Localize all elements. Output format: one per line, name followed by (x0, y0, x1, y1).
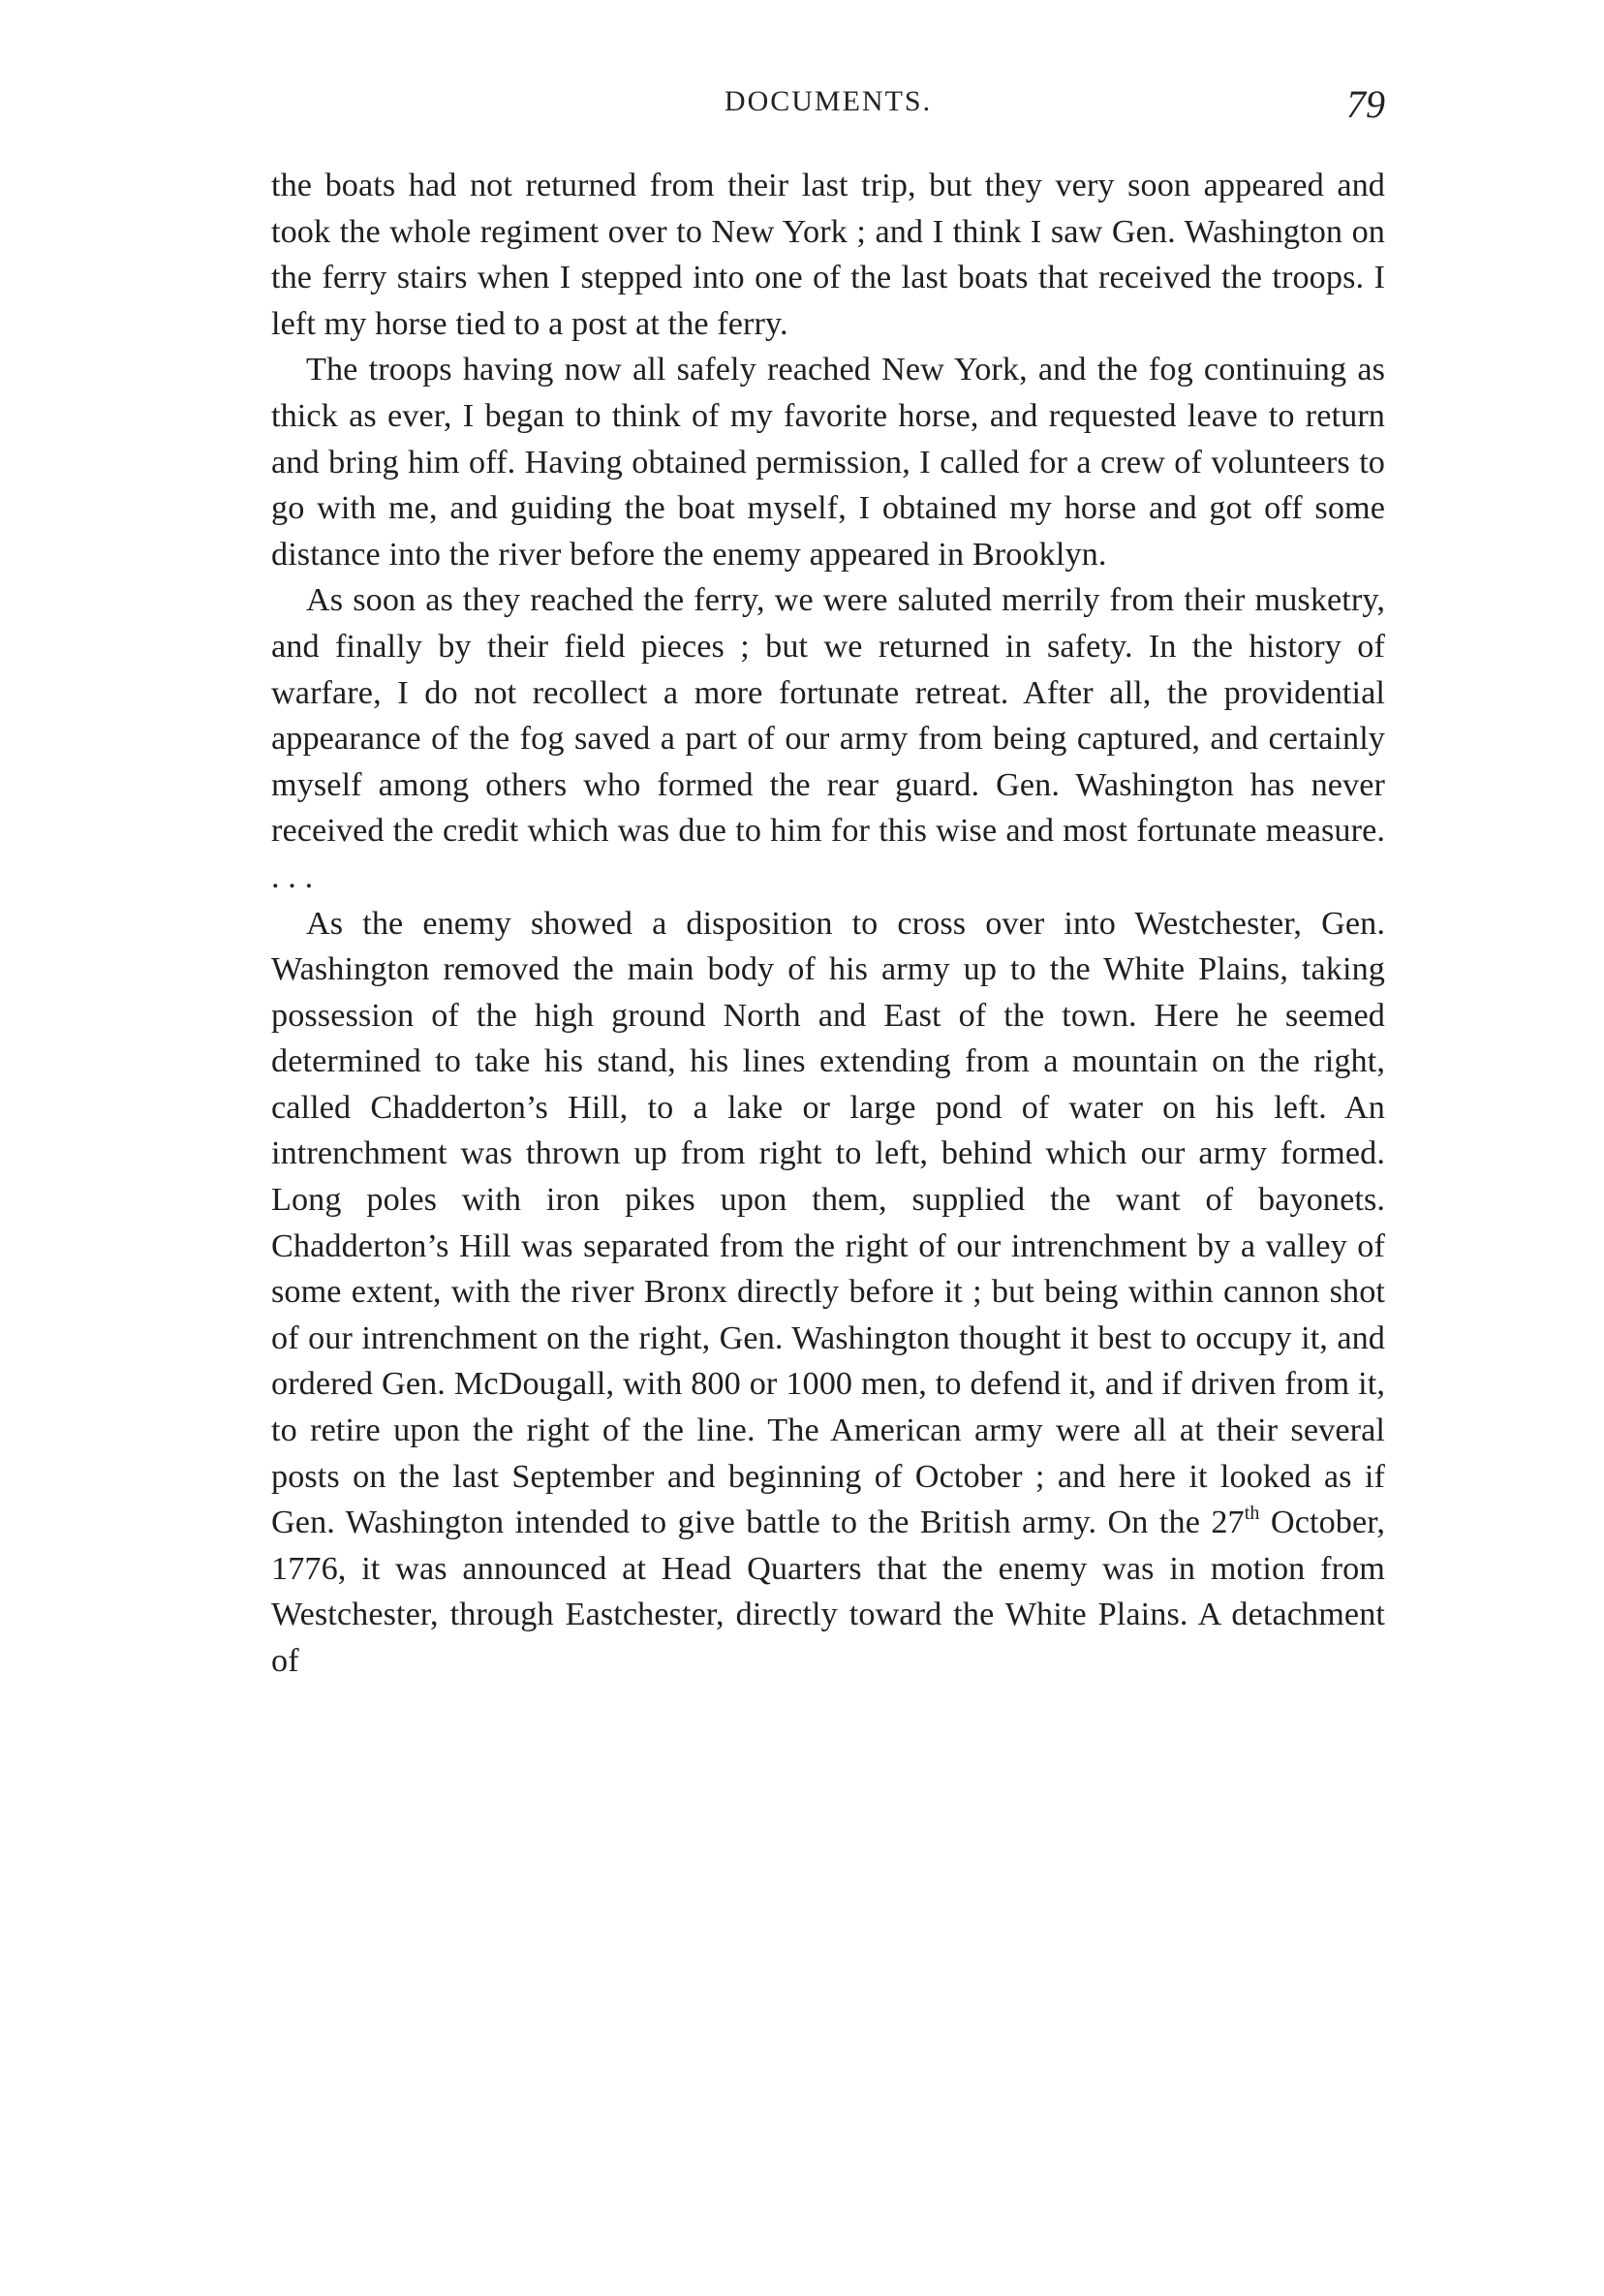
paragraph-1: the boats had not returned from their last trip, but they very soon appeared and took the whole regiment over to New York ; and I think I saw Gen. Washington on the ferry stairs when I stepped into one of the last boats that received the troops. I left my horse tied to a post at the ferry. (271, 168, 1385, 342)
page-number: 79 (1346, 82, 1385, 126)
body-text (271, 163, 1385, 1685)
running-header (271, 81, 1385, 140)
paragraph-4-text-after: October, 1776, it was announced at Head Quarters that the enemy was in motion from Westchester, through Eastchester, directly toward the White Plains. A detachment of (271, 1505, 1385, 1679)
paragraph-2: The troops having now all safely reached New York, and the fog continuing as thick as ever, I began to think of my favorite horse, and requested leave to return and bring him off. Having obtained permission, I called for a crew of volunteers to go with me, and guiding the boat myself, I obtained my horse and got off some distance into the river before the enemy appeared in Brooklyn. (271, 352, 1385, 573)
paragraph-4 (271, 901, 1385, 1685)
paragraph-4-text-before: As the enemy showed a disposition to cross over into Westchester, Gen. Washington removed the main body of his army up to the White Plains, taking possession of the high ground North and East of the town. Here he seemed determined to take his stand, his lines extending from a mountain on the right, called Chadderton’s Hill, to a lake or large pond of water on his left. An intrenchment was thrown up from right to left, behind which our army formed. Long poles with iron pikes upon them, supplied the want of bayonets. Chadderton’s Hill was separated from the right of our intrenchment by a valley of some extent, with the river Bronx directly before it ; but being within cannon shot of our intrenchment on the right, Gen. Washington thought it best to occupy it, and ordered Gen. McDougall, with 800 or 1000 men, to defend it, and if driven from it, to retire upon the right of the line. The American army were all at their several posts on the last September and beginning of October ; and here it looked as if Gen. Washington intended to give battle to the British army. On the 27 (271, 905, 1385, 1541)
running-title: DOCUMENTS. (724, 85, 933, 117)
paragraph-3: As soon as they reached the ferry, we were saluted merrily from their musketry, and finally by their field pieces ; but we returned in safety. In the history of warfare, I do not recollect a more fortunate retreat. After all, the providential appearance of the fog saved a part of our army from being captured, and certainly myself among others who formed the rear guard. Gen. Washington has never received the credit which was due to him for this wise and most fortunate measure. . . . (271, 582, 1385, 895)
ordinal-superscript: th (1244, 1503, 1260, 1525)
